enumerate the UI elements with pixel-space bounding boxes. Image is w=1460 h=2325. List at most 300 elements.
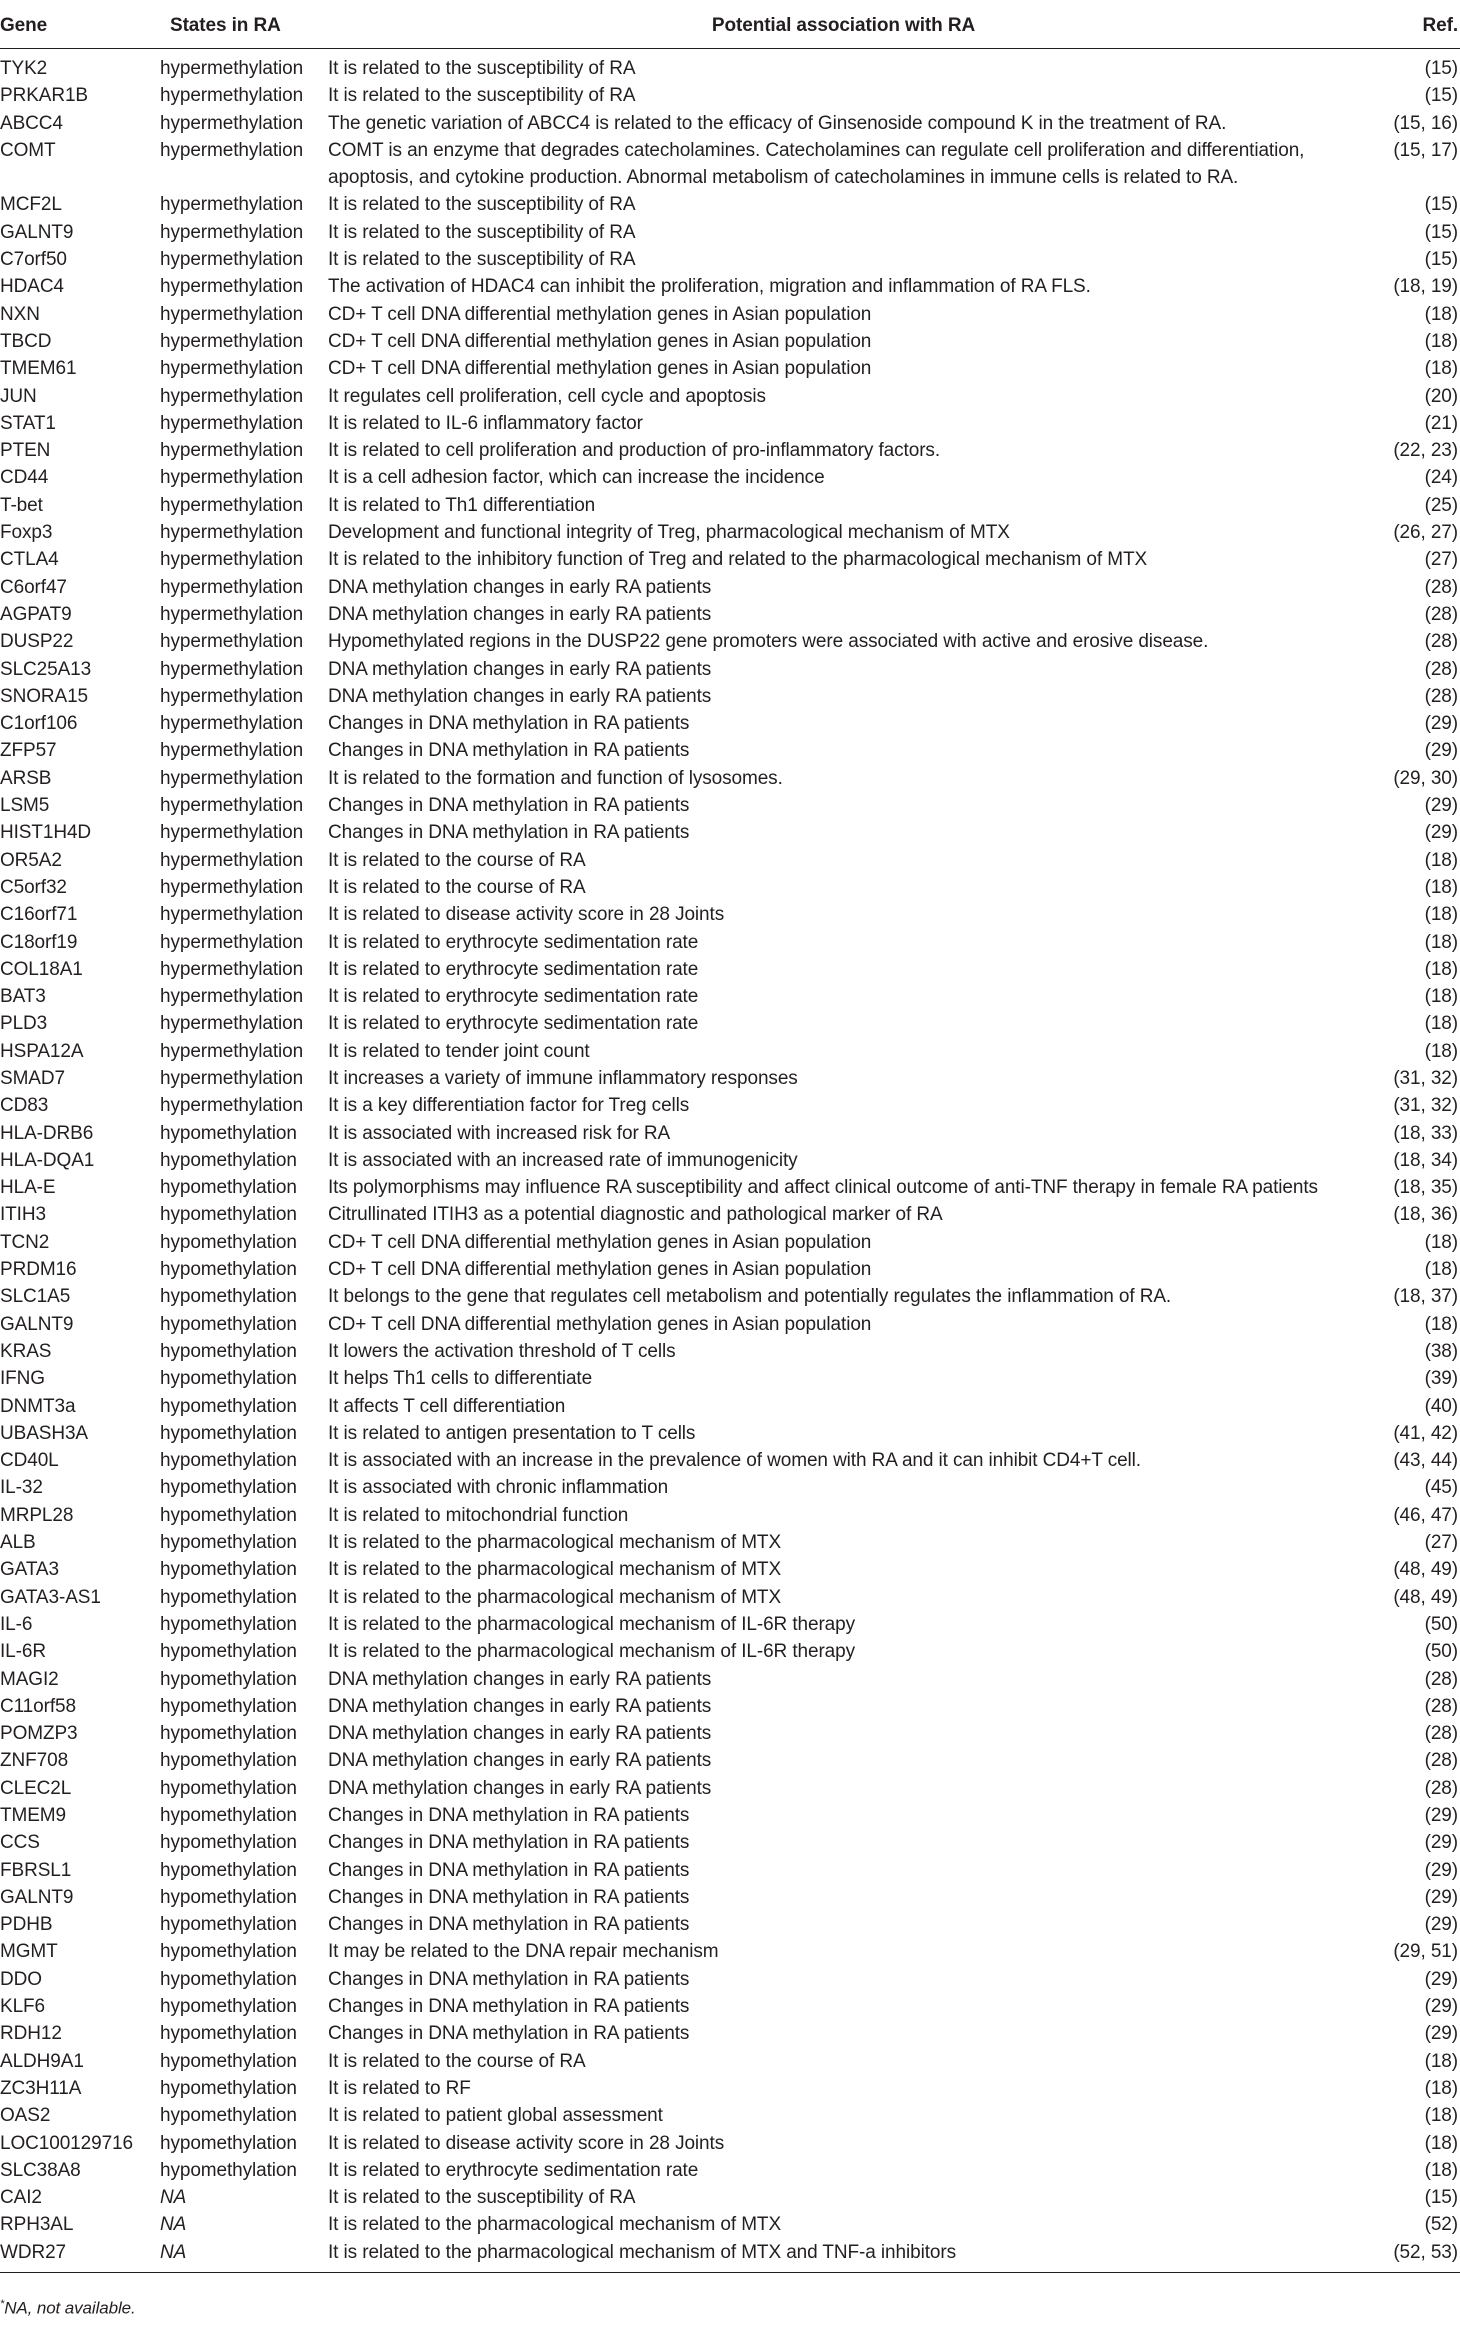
table-row [0, 546, 1460, 573]
table-row [0, 1884, 1460, 1911]
gene-cell: RDH12 [0, 2023, 62, 2045]
state-cell: hypomethylation [160, 1450, 297, 1472]
state-cell: hypomethylation [160, 1122, 297, 1144]
gene-cell: MGMT [0, 1941, 58, 1963]
association-cell: Its polymorphisms may influence RA susceptibility and affect clinical outcome of anti-TNF therapy in female RA patients [328, 1177, 1318, 1199]
gene-cell: WDR27 [0, 2239, 158, 2273]
table-row [0, 1775, 1460, 1802]
table-row [0, 1857, 1460, 1884]
state-cell: hypermethylation [160, 631, 304, 653]
gene-cell: GALNT9 [0, 221, 74, 243]
table-row [0, 2130, 1460, 2157]
association-cell: CD+ T cell DNA differential methylation genes in Asian population [328, 303, 872, 325]
association-cell: It is related to the susceptibility of RA [328, 58, 636, 79]
association-cell: It is related to the susceptibility of RA [328, 2187, 636, 2209]
association-cell: Changes in DNA methylation in RA patients [328, 713, 690, 735]
table-row [0, 792, 1460, 819]
table-row [0, 1447, 1460, 1474]
table-row [0, 219, 1460, 246]
gene-methylation-table [0, 6, 1460, 2273]
gene-cell: POMZP3 [0, 1723, 78, 1745]
state-cell: hypomethylation [160, 1177, 297, 1199]
gene-cell: CD40L [0, 1450, 59, 1472]
state-cell: hypermethylation [160, 85, 304, 107]
state-cell: hypomethylation [160, 1231, 297, 1253]
state-cell: hypermethylation [160, 822, 304, 844]
association-cell: It is related to erythrocyte sedimentation rate [328, 1013, 699, 1035]
state-cell: hypomethylation [160, 1832, 297, 1854]
table-row [0, 1911, 1460, 1938]
state-cell: NA [158, 2239, 322, 2273]
ref-cell: (48, 49) [1393, 1559, 1458, 1581]
table-row [0, 383, 1460, 410]
state-cell: hypomethylation [160, 1477, 297, 1499]
table-row [0, 246, 1460, 273]
table-row [0, 1556, 1460, 1583]
gene-cell: UBASH3A [0, 1422, 89, 1444]
gene-cell: GALNT9 [0, 1886, 74, 1908]
association-cell: It is related to RF [328, 2077, 471, 2099]
gene-cell: Foxp3 [0, 522, 53, 544]
association-cell: It is related to disease activity score in 28 Joints [328, 2132, 725, 2154]
gene-cell: T-bet [0, 494, 43, 516]
ref-cell: (18) [1424, 2077, 1458, 2099]
state-cell: hypermethylation [160, 658, 304, 680]
gene-cell: PRDM16 [0, 1259, 77, 1281]
ref-cell: (18) [1424, 1313, 1458, 1335]
association-cell: DNA methylation changes in early RA patients [328, 685, 712, 707]
association-cell: It is related to mitochondrial function [328, 1504, 629, 1526]
ref-cell: (18) [1424, 303, 1458, 325]
state-cell: hypermethylation [160, 522, 304, 544]
ref-cell: (52) [1424, 2214, 1458, 2236]
ref-cell: (15) [1424, 85, 1458, 107]
table-row [0, 1638, 1460, 1665]
association-cell: It is related to the course of RA [328, 2050, 586, 2072]
table-row [0, 1938, 1460, 1965]
association-cell: It is related to the course of RA [328, 849, 586, 871]
gene-cell: KRAS [0, 1340, 52, 1362]
state-cell: hypermethylation [160, 603, 304, 625]
state-cell: hypomethylation [160, 1313, 297, 1335]
ref-cell: (27) [1424, 1532, 1458, 1554]
header-ref: Ref. [1365, 6, 1460, 49]
gene-cell: ZNF708 [0, 1750, 69, 1772]
ref-cell: (29) [1424, 1832, 1458, 1854]
association-cell: Changes in DNA methylation in RA patients [328, 1832, 690, 1854]
table-row [0, 1720, 1460, 1747]
table-row [0, 2048, 1460, 2075]
table-row [0, 1393, 1460, 1420]
state-cell: hypomethylation [160, 1286, 297, 1308]
association-cell: Changes in DNA methylation in RA patients [328, 1886, 690, 1908]
association-cell: It is related to the course of RA [328, 876, 586, 898]
ref-cell: (31, 32) [1393, 1067, 1458, 1089]
state-cell: hypermethylation [160, 1067, 304, 1089]
ref-cell: (29) [1424, 1968, 1458, 1990]
association-cell: Changes in DNA methylation in RA patients [328, 822, 690, 844]
state-cell: hypermethylation [160, 1040, 304, 1062]
table-row [0, 1229, 1460, 1256]
state-cell: NA [160, 2187, 187, 2209]
ref-cell: (18) [1424, 958, 1458, 980]
state-cell: hypermethylation [160, 1095, 304, 1117]
state-cell: hypermethylation [160, 412, 304, 434]
ref-cell: (18, 35) [1393, 1177, 1458, 1199]
association-cell: It is related to tender joint count [328, 1040, 590, 1062]
state-cell: hypomethylation [160, 1750, 297, 1772]
association-cell: Hypomethylated regions in the DUSP22 gene promoters were associated with active and erosive disease. [328, 631, 1209, 653]
gene-cell: AGPAT9 [0, 603, 72, 625]
state-cell: hypermethylation [160, 467, 304, 489]
state-cell: hypomethylation [160, 1204, 297, 1226]
ref-cell: (15) [1424, 58, 1458, 79]
table-row [0, 1256, 1460, 1283]
association-cell: It is associated with an increase in the prevalence of women with RA and it can inhibit CD4+T cell. [328, 1450, 1141, 1472]
gene-cell: IFNG [0, 1368, 45, 1390]
association-cell: Changes in DNA methylation in RA patients [328, 1914, 690, 1936]
gene-cell: HLA-DRB6 [0, 1122, 94, 1144]
gene-cell: OR5A2 [0, 849, 62, 871]
ref-cell: (29, 51) [1393, 1941, 1458, 1963]
state-cell: hypermethylation [160, 713, 304, 735]
table-row [0, 1338, 1460, 1365]
table-row [0, 1201, 1460, 1228]
gene-cell: ABCC4 [0, 112, 63, 134]
state-cell: hypomethylation [160, 2159, 297, 2181]
ref-cell: (29) [1424, 1886, 1458, 1908]
gene-cell: HDAC4 [0, 276, 64, 298]
state-cell: NA [160, 2214, 187, 2236]
association-cell: It is related to the pharmacological mechanism of MTX and TNF-a inhibitors [322, 2239, 1365, 2273]
association-cell: It affects T cell differentiation [328, 1395, 566, 1417]
table-row [0, 410, 1460, 437]
association-cell: It is related to the formation and function of lysosomes. [328, 767, 783, 789]
gene-cell: PTEN [0, 440, 51, 462]
gene-cell: SLC25A13 [0, 658, 92, 680]
gene-cell: CCS [0, 1832, 40, 1854]
ref-cell: (15, 17) [1393, 139, 1458, 161]
association-cell: It is related to patient global assessment [328, 2105, 663, 2127]
association-cell: It increases a variety of immune inflammatory responses [328, 1067, 798, 1089]
ref-cell: (18) [1424, 1040, 1458, 1062]
state-cell: hypermethylation [160, 876, 304, 898]
ref-cell: (18) [1424, 931, 1458, 953]
ref-cell: (18) [1424, 2132, 1458, 2154]
gene-cell: NXN [0, 303, 40, 325]
ref-cell: (28) [1424, 1723, 1458, 1745]
association-cell: It is related to disease activity score in 28 Joints [328, 904, 725, 926]
state-cell: hypomethylation [160, 1641, 297, 1663]
association-cell: DNA methylation changes in early RA patients [328, 1750, 712, 1772]
table-row [0, 82, 1460, 109]
table-row [0, 1747, 1460, 1774]
state-cell: hypermethylation [160, 358, 304, 380]
gene-cell: PLD3 [0, 1013, 48, 1035]
gene-cell: MCF2L [0, 194, 62, 216]
association-cell: It is related to cell proliferation and production of pro-inflammatory factors. [328, 440, 941, 462]
ref-cell: (18) [1424, 330, 1458, 352]
association-cell: CD+ T cell DNA differential methylation genes in Asian population [328, 1231, 872, 1253]
association-cell: Changes in DNA methylation in RA patients [328, 2023, 690, 2045]
association-cell: Changes in DNA methylation in RA patients [328, 1859, 690, 1881]
association-cell: Changes in DNA methylation in RA patients [328, 1968, 690, 1990]
state-cell: hypomethylation [160, 1504, 297, 1526]
gene-cell: LSM5 [0, 795, 50, 817]
ref-cell: (18) [1424, 1013, 1458, 1035]
ref-cell: (27) [1424, 549, 1458, 571]
table-row [0, 2157, 1460, 2184]
gene-cell: COL18A1 [0, 958, 83, 980]
table-row [0, 437, 1460, 464]
table-row [0, 2102, 1460, 2129]
table-row [0, 1529, 1460, 1556]
table-row [0, 1120, 1460, 1147]
ref-cell: (15, 16) [1393, 112, 1458, 134]
gene-cell: HIST1H4D [0, 822, 92, 844]
state-cell: hypomethylation [160, 2050, 297, 2072]
state-cell: hypermethylation [160, 385, 304, 407]
table-row [0, 273, 1460, 300]
gene-cell: ZC3H11A [0, 2077, 82, 2099]
ref-cell: (28) [1424, 658, 1458, 680]
gene-cell: HLA-E [0, 1177, 56, 1199]
header-gene: Gene [0, 6, 158, 49]
state-cell: hypomethylation [160, 1340, 297, 1362]
ref-cell: (40) [1424, 1395, 1458, 1417]
table-row [0, 1502, 1460, 1529]
association-cell: It belongs to the gene that regulates cell metabolism and potentially regulates the inflammation of RA. [328, 1286, 1172, 1308]
table-row [0, 1147, 1460, 1174]
ref-cell: (28) [1424, 1695, 1458, 1717]
table-row [0, 137, 1460, 192]
state-cell: hypermethylation [160, 549, 304, 571]
ref-cell: (52, 53) [1365, 2239, 1460, 2273]
gene-cell: SLC38A8 [0, 2159, 81, 2181]
table-row [0, 874, 1460, 901]
table-footnote [0, 2298, 136, 2319]
table-row [0, 929, 1460, 956]
state-cell: hypermethylation [160, 194, 304, 216]
ref-cell: (26, 27) [1393, 522, 1458, 544]
association-cell: DNA methylation changes in early RA patients [328, 576, 712, 598]
table-row [0, 1584, 1460, 1611]
ref-cell: (22, 23) [1393, 440, 1458, 462]
association-cell: COMT is an enzyme that degrades catecholamines. Catecholamines can regulate cell proliferation and differentiation, apoptosis, and cytokine production. Abnormal metabolism of catecholamines in immune cells is related to RA. [328, 139, 1305, 189]
ref-cell: (29) [1424, 1914, 1458, 1936]
state-cell: hypermethylation [160, 1013, 304, 1035]
gene-cell: GATA3-AS1 [0, 1586, 101, 1608]
ref-cell: (18) [1424, 1259, 1458, 1281]
association-cell: It is associated with increased risk for RA [328, 1122, 671, 1144]
gene-cell: ZFP57 [0, 740, 57, 762]
ref-cell: (50) [1424, 1641, 1458, 1663]
ref-cell: (18, 19) [1393, 276, 1458, 298]
ref-cell: (29) [1424, 2023, 1458, 2045]
ref-cell: (15) [1424, 2187, 1458, 2209]
table-row [0, 55, 1460, 82]
state-cell: hypomethylation [160, 1559, 297, 1581]
table-row [0, 1802, 1460, 1829]
table-row [0, 519, 1460, 546]
ref-cell: (18) [1424, 358, 1458, 380]
association-cell: DNA methylation changes in early RA patients [328, 1777, 712, 1799]
ref-cell: (25) [1424, 494, 1458, 516]
association-cell: It is a cell adhesion factor, which can increase the incidence [328, 467, 825, 489]
association-cell: It may be related to the DNA repair mechanism [328, 1941, 719, 1963]
state-cell: hypermethylation [160, 139, 304, 161]
association-cell: DNA methylation changes in early RA patients [328, 658, 712, 680]
ref-cell: (21) [1424, 412, 1458, 434]
association-cell: Citrullinated ITIH3 as a potential diagnostic and pathological marker of RA [328, 1204, 943, 1226]
state-cell: hypermethylation [160, 276, 304, 298]
gene-cell: JUN [0, 385, 37, 407]
gene-cell: SLC1A5 [0, 1286, 71, 1308]
state-cell: hypomethylation [160, 1586, 297, 1608]
state-cell: hypermethylation [160, 740, 304, 762]
ref-cell: (29, 30) [1393, 767, 1458, 789]
table-row [0, 901, 1460, 928]
association-cell: CD+ T cell DNA differential methylation genes in Asian population [328, 330, 872, 352]
ref-cell: (29) [1424, 713, 1458, 735]
ref-cell: (29) [1424, 740, 1458, 762]
gene-cell: CD44 [0, 467, 49, 489]
association-cell: It is related to erythrocyte sedimentation rate [328, 931, 699, 953]
association-cell: It is related to erythrocyte sedimentation rate [328, 986, 699, 1008]
state-cell: hypomethylation [160, 1259, 297, 1281]
ref-cell: (18, 37) [1393, 1286, 1458, 1308]
gene-cell: MRPL28 [0, 1504, 74, 1526]
gene-cell: DUSP22 [0, 631, 74, 653]
ref-cell: (18, 36) [1393, 1204, 1458, 1226]
table-row [0, 983, 1460, 1010]
association-cell: It is related to the susceptibility of RA [328, 249, 636, 271]
association-cell: It is related to IL-6 inflammatory factor [328, 412, 643, 434]
association-cell: It helps Th1 cells to differentiate [328, 1368, 593, 1390]
state-cell: hypomethylation [160, 1914, 297, 1936]
table-row [0, 2184, 1460, 2211]
association-cell: It is related to antigen presentation to T cells [328, 1422, 696, 1444]
state-cell: hypomethylation [160, 1149, 297, 1171]
gene-cell: STAT1 [0, 412, 56, 434]
association-cell: It is related to the susceptibility of RA [328, 85, 636, 107]
gene-cell: C5orf32 [0, 876, 67, 898]
association-cell: The genetic variation of ABCC4 is related to the efficacy of Ginsenoside compound K in the treatment of RA. [328, 112, 1227, 134]
association-cell: It lowers the activation threshold of T cells [328, 1340, 676, 1362]
table-row [0, 956, 1460, 983]
footnote-text: NA, not available. [4, 2298, 136, 2318]
ref-cell: (18) [1424, 986, 1458, 1008]
ref-cell: (45) [1424, 1477, 1458, 1499]
header-association: Potential association with RA [322, 6, 1365, 49]
table-row [0, 1311, 1460, 1338]
gene-cell: FBRSL1 [0, 1859, 72, 1881]
ref-cell: (48, 49) [1393, 1586, 1458, 1608]
gene-cell: GATA3 [0, 1559, 59, 1581]
association-cell: CD+ T cell DNA differential methylation genes in Asian population [328, 358, 872, 380]
state-cell: hypermethylation [160, 931, 304, 953]
header-state: States in RA [158, 6, 322, 49]
gene-cell: C11orf58 [0, 1695, 76, 1717]
association-cell: It is related to the pharmacological mechanism of MTX [328, 1586, 782, 1608]
table-row [0, 1365, 1460, 1392]
gene-cell: TYK2 [0, 58, 48, 79]
association-cell: Development and functional integrity of Treg, pharmacological mechanism of MTX [328, 522, 1010, 544]
state-cell: hypermethylation [160, 303, 304, 325]
state-cell: hypomethylation [160, 2023, 297, 2045]
table-row [0, 1420, 1460, 1447]
state-cell: hypermethylation [160, 904, 304, 926]
state-cell: hypermethylation [160, 576, 304, 598]
state-cell: hypermethylation [160, 685, 304, 707]
table-row [0, 1993, 1460, 2020]
state-cell: hypermethylation [160, 767, 304, 789]
gene-cell: LOC100129716 [0, 2132, 133, 2154]
table-row [0, 2020, 1460, 2047]
table-row [0, 464, 1460, 491]
ref-cell: (28) [1424, 576, 1458, 598]
gene-cell: IL-6 [0, 1613, 33, 1635]
table-row [0, 656, 1460, 683]
gene-cell: CTLA4 [0, 549, 59, 571]
state-cell: hypermethylation [160, 112, 304, 134]
state-cell: hypomethylation [160, 2132, 297, 2154]
ref-cell: (50) [1424, 1613, 1458, 1635]
table-row [0, 847, 1460, 874]
gene-cell: OAS2 [0, 2105, 51, 2127]
state-cell: hypomethylation [160, 1668, 297, 1690]
ref-cell: (28) [1424, 685, 1458, 707]
state-cell: hypomethylation [160, 1613, 297, 1635]
gene-cell: GALNT9 [0, 1313, 74, 1335]
table-row [0, 328, 1460, 355]
ref-cell: (29) [1424, 822, 1458, 844]
association-cell: Changes in DNA methylation in RA patients [328, 1805, 690, 1826]
gene-cell: KLF6 [0, 1996, 46, 2018]
ref-cell: (18, 34) [1393, 1149, 1458, 1171]
ref-cell: (15) [1424, 194, 1458, 216]
state-cell: hypomethylation [160, 2105, 297, 2127]
ref-cell: (28) [1424, 1668, 1458, 1690]
gene-cell: DDO [0, 1968, 42, 1990]
state-cell: hypermethylation [160, 221, 304, 243]
state-cell: hypomethylation [160, 1996, 297, 2018]
association-cell: It is related to the pharmacological mechanism of MTX [328, 1532, 782, 1554]
gene-cell: ALDH9A1 [0, 2050, 84, 2072]
table-header-row [0, 6, 1460, 49]
ref-cell: (18) [1424, 2105, 1458, 2127]
state-cell: hypomethylation [160, 1777, 297, 1799]
ref-cell: (15) [1424, 249, 1458, 271]
table-row [0, 628, 1460, 655]
table-row [0, 2211, 1460, 2238]
table-row [0, 1038, 1460, 1065]
state-cell: hypomethylation [160, 1886, 297, 1908]
gene-cell: SMAD7 [0, 1067, 65, 1089]
gene-cell: ALB [0, 1532, 36, 1554]
state-cell: hypomethylation [160, 1695, 297, 1717]
table-row [0, 574, 1460, 601]
association-cell: DNA methylation changes in early RA patients [328, 1723, 712, 1745]
state-cell: hypomethylation [160, 1859, 297, 1881]
ref-cell: (18) [1424, 904, 1458, 926]
association-cell: It is related to the pharmacological mechanism of IL-6R therapy [328, 1641, 856, 1663]
association-cell: DNA methylation changes in early RA patients [328, 1695, 712, 1717]
ref-cell: (28) [1424, 631, 1458, 653]
table-body [0, 49, 1460, 2273]
association-cell: It is related to the pharmacological mechanism of IL-6R therapy [328, 1613, 856, 1635]
ref-cell: (15) [1424, 221, 1458, 243]
